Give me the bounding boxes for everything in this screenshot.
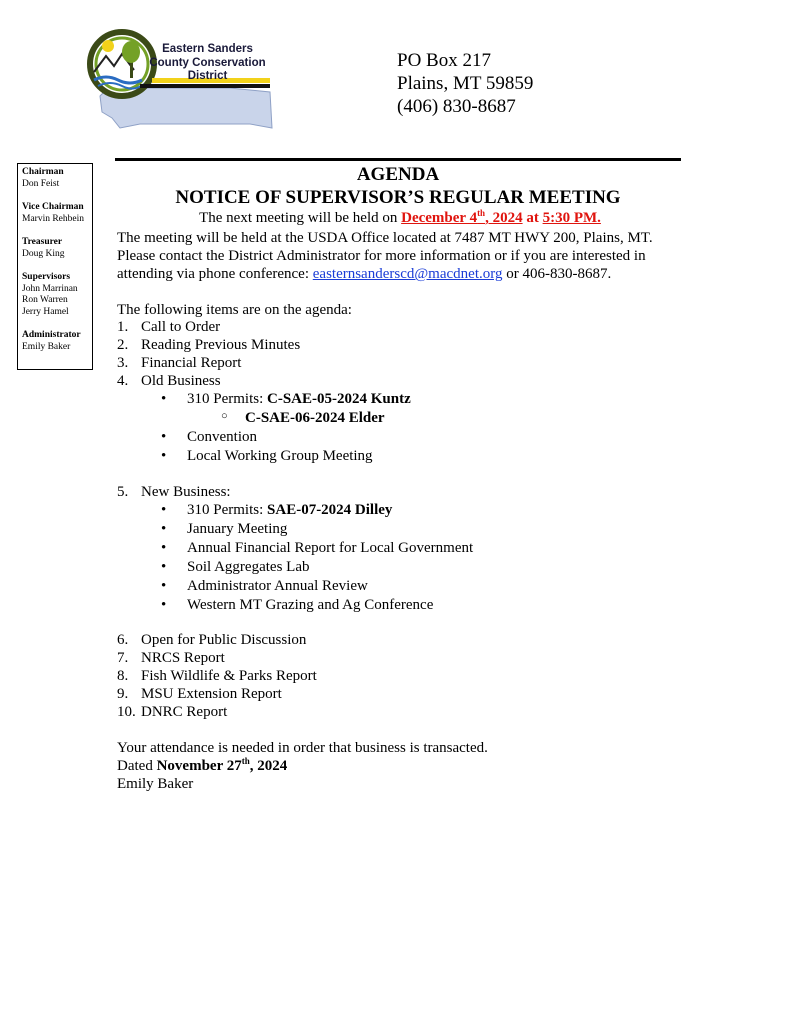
officer-name: Don Feist (22, 178, 60, 189)
item-number: 7. (117, 650, 129, 666)
officer-name: Emily Baker (22, 341, 71, 352)
phone-prefix: attending via phone conference: (117, 266, 313, 282)
meeting-date-year: , 2024 (485, 210, 523, 226)
logo-line-3: District (187, 70, 228, 82)
bullet-label: Convention (187, 429, 257, 445)
item-label: New Business: (141, 484, 231, 500)
permit-id: SAE-07-2024 Dilley (267, 502, 393, 518)
item-label: Open for Public Discussion (141, 632, 307, 648)
logo-line-1: Eastern Sanders (162, 43, 253, 55)
permits-prefix: 310 Permits: (187, 502, 268, 518)
officer-group-administrator (22, 330, 92, 353)
permits-prefix: 310 Permits: (187, 391, 268, 407)
bullet-label: Soil Aggregates Lab (187, 559, 310, 575)
item-label: Old Business (141, 373, 221, 389)
bullet-label: Local Working Group Meeting (187, 448, 373, 464)
next-meeting-line (117, 210, 683, 227)
next-prefix: The next meeting will be held on (199, 210, 402, 226)
agenda-item-4 (117, 373, 221, 390)
item-number: 6. (117, 632, 129, 648)
meeting-time: 5:30 PM. (542, 210, 601, 226)
agenda-item-1 (117, 319, 221, 336)
dated-year: , 2024 (249, 758, 288, 774)
officer-role: Treasurer (22, 237, 63, 247)
officer-name: Jerry Hamel (22, 306, 69, 317)
item-number: 4. (117, 373, 129, 389)
officer-role: Vice Chairman (22, 202, 84, 212)
phone-line (117, 265, 611, 283)
notice-title: NOTICE OF SUPERVISOR’S REGULAR MEETING (175, 187, 621, 208)
permit-id: C-SAE-06-2024 Elder (245, 410, 385, 426)
header-rule (115, 158, 681, 161)
agenda-item-2 (117, 337, 301, 354)
signature-name: Emily Baker (117, 776, 194, 792)
officer-role: Supervisors (22, 272, 71, 282)
meeting-date (401, 210, 522, 226)
agenda-item-3 (117, 355, 242, 372)
officer-name: Marvin Rehbein (22, 213, 85, 224)
officer-role: Chairman (22, 167, 64, 177)
phone-suffix: or 406-830-8687. (502, 266, 612, 282)
bullet-label: Western MT Grazing and Ag Conference (187, 597, 434, 613)
officer-group-supervisors (22, 272, 92, 318)
item-number: 8. (117, 668, 129, 684)
bullet-label: Administrator Annual Review (187, 578, 368, 594)
item-number: 10. (117, 704, 136, 720)
agenda-item-10 (117, 704, 228, 721)
agenda-intro: The following items are on the agenda: (117, 302, 352, 318)
logo-text (145, 43, 270, 84)
address-po-box: PO Box 217 (397, 50, 491, 71)
item-label: MSU Extension Report (141, 686, 282, 702)
officer-name: Doug King (22, 248, 65, 259)
item-label: Reading Previous Minutes (141, 337, 301, 353)
dated-main: November 27 (156, 758, 242, 774)
location-line: The meeting will be held at the USDA Office located at 7487 MT HWY 200, Plains, MT. (117, 230, 653, 246)
logo-line-2: County Conservation (149, 56, 266, 69)
attendance-line: Your attendance is needed in order that business is transacted. (117, 740, 488, 756)
officer-group-vice-chairman (22, 202, 92, 225)
dated-prefix: Dated (117, 758, 157, 774)
email-link[interactable]: easternsanderscd@macdnet.org (312, 266, 503, 282)
item-number: 1. (117, 319, 129, 335)
agenda-title: AGENDA (356, 164, 440, 185)
officers-box (17, 163, 93, 370)
agenda-item-5 (117, 484, 231, 501)
agenda-item-7 (117, 650, 225, 667)
item-label: NRCS Report (141, 650, 225, 666)
address-phone: (406) 830-8687 (397, 96, 516, 117)
item-label: Financial Report (141, 355, 242, 371)
permit-id: C-SAE-05-2024 Kuntz (267, 391, 411, 407)
at-text: at (522, 210, 543, 226)
address-block (397, 49, 533, 118)
bullet-label: January Meeting (187, 521, 288, 537)
bullet-label: Annual Financial Report for Local Government (187, 540, 474, 556)
agenda-item-6 (117, 632, 307, 649)
officer-name: John Marrinan (22, 283, 78, 294)
item-label: DNRC Report (141, 704, 228, 720)
address-city: Plains, MT 59859 (397, 73, 534, 94)
meeting-date-main: December 4 (401, 210, 478, 226)
officer-role: Administrator (22, 330, 81, 340)
contact-line: Please contact the District Administrator for more information or if you are interested in (117, 248, 646, 264)
dated-date (157, 758, 288, 774)
item-number: 9. (117, 686, 129, 702)
meeting-date-sup: th (477, 208, 486, 218)
dated-sup: th (241, 756, 250, 766)
officer-group-chairman (22, 167, 92, 190)
item-number: 5. (117, 484, 129, 500)
officer-name: Ron Warren (22, 295, 68, 305)
agenda-item-8 (117, 668, 317, 685)
item-label: Call to Order (141, 319, 221, 335)
dated-line (117, 757, 287, 775)
item-number: 3. (117, 355, 129, 371)
item-label: Fish Wildlife & Parks Report (141, 668, 317, 684)
officer-group-treasurer (22, 237, 92, 260)
agenda-item-9 (117, 686, 282, 703)
item-number: 2. (117, 337, 129, 353)
